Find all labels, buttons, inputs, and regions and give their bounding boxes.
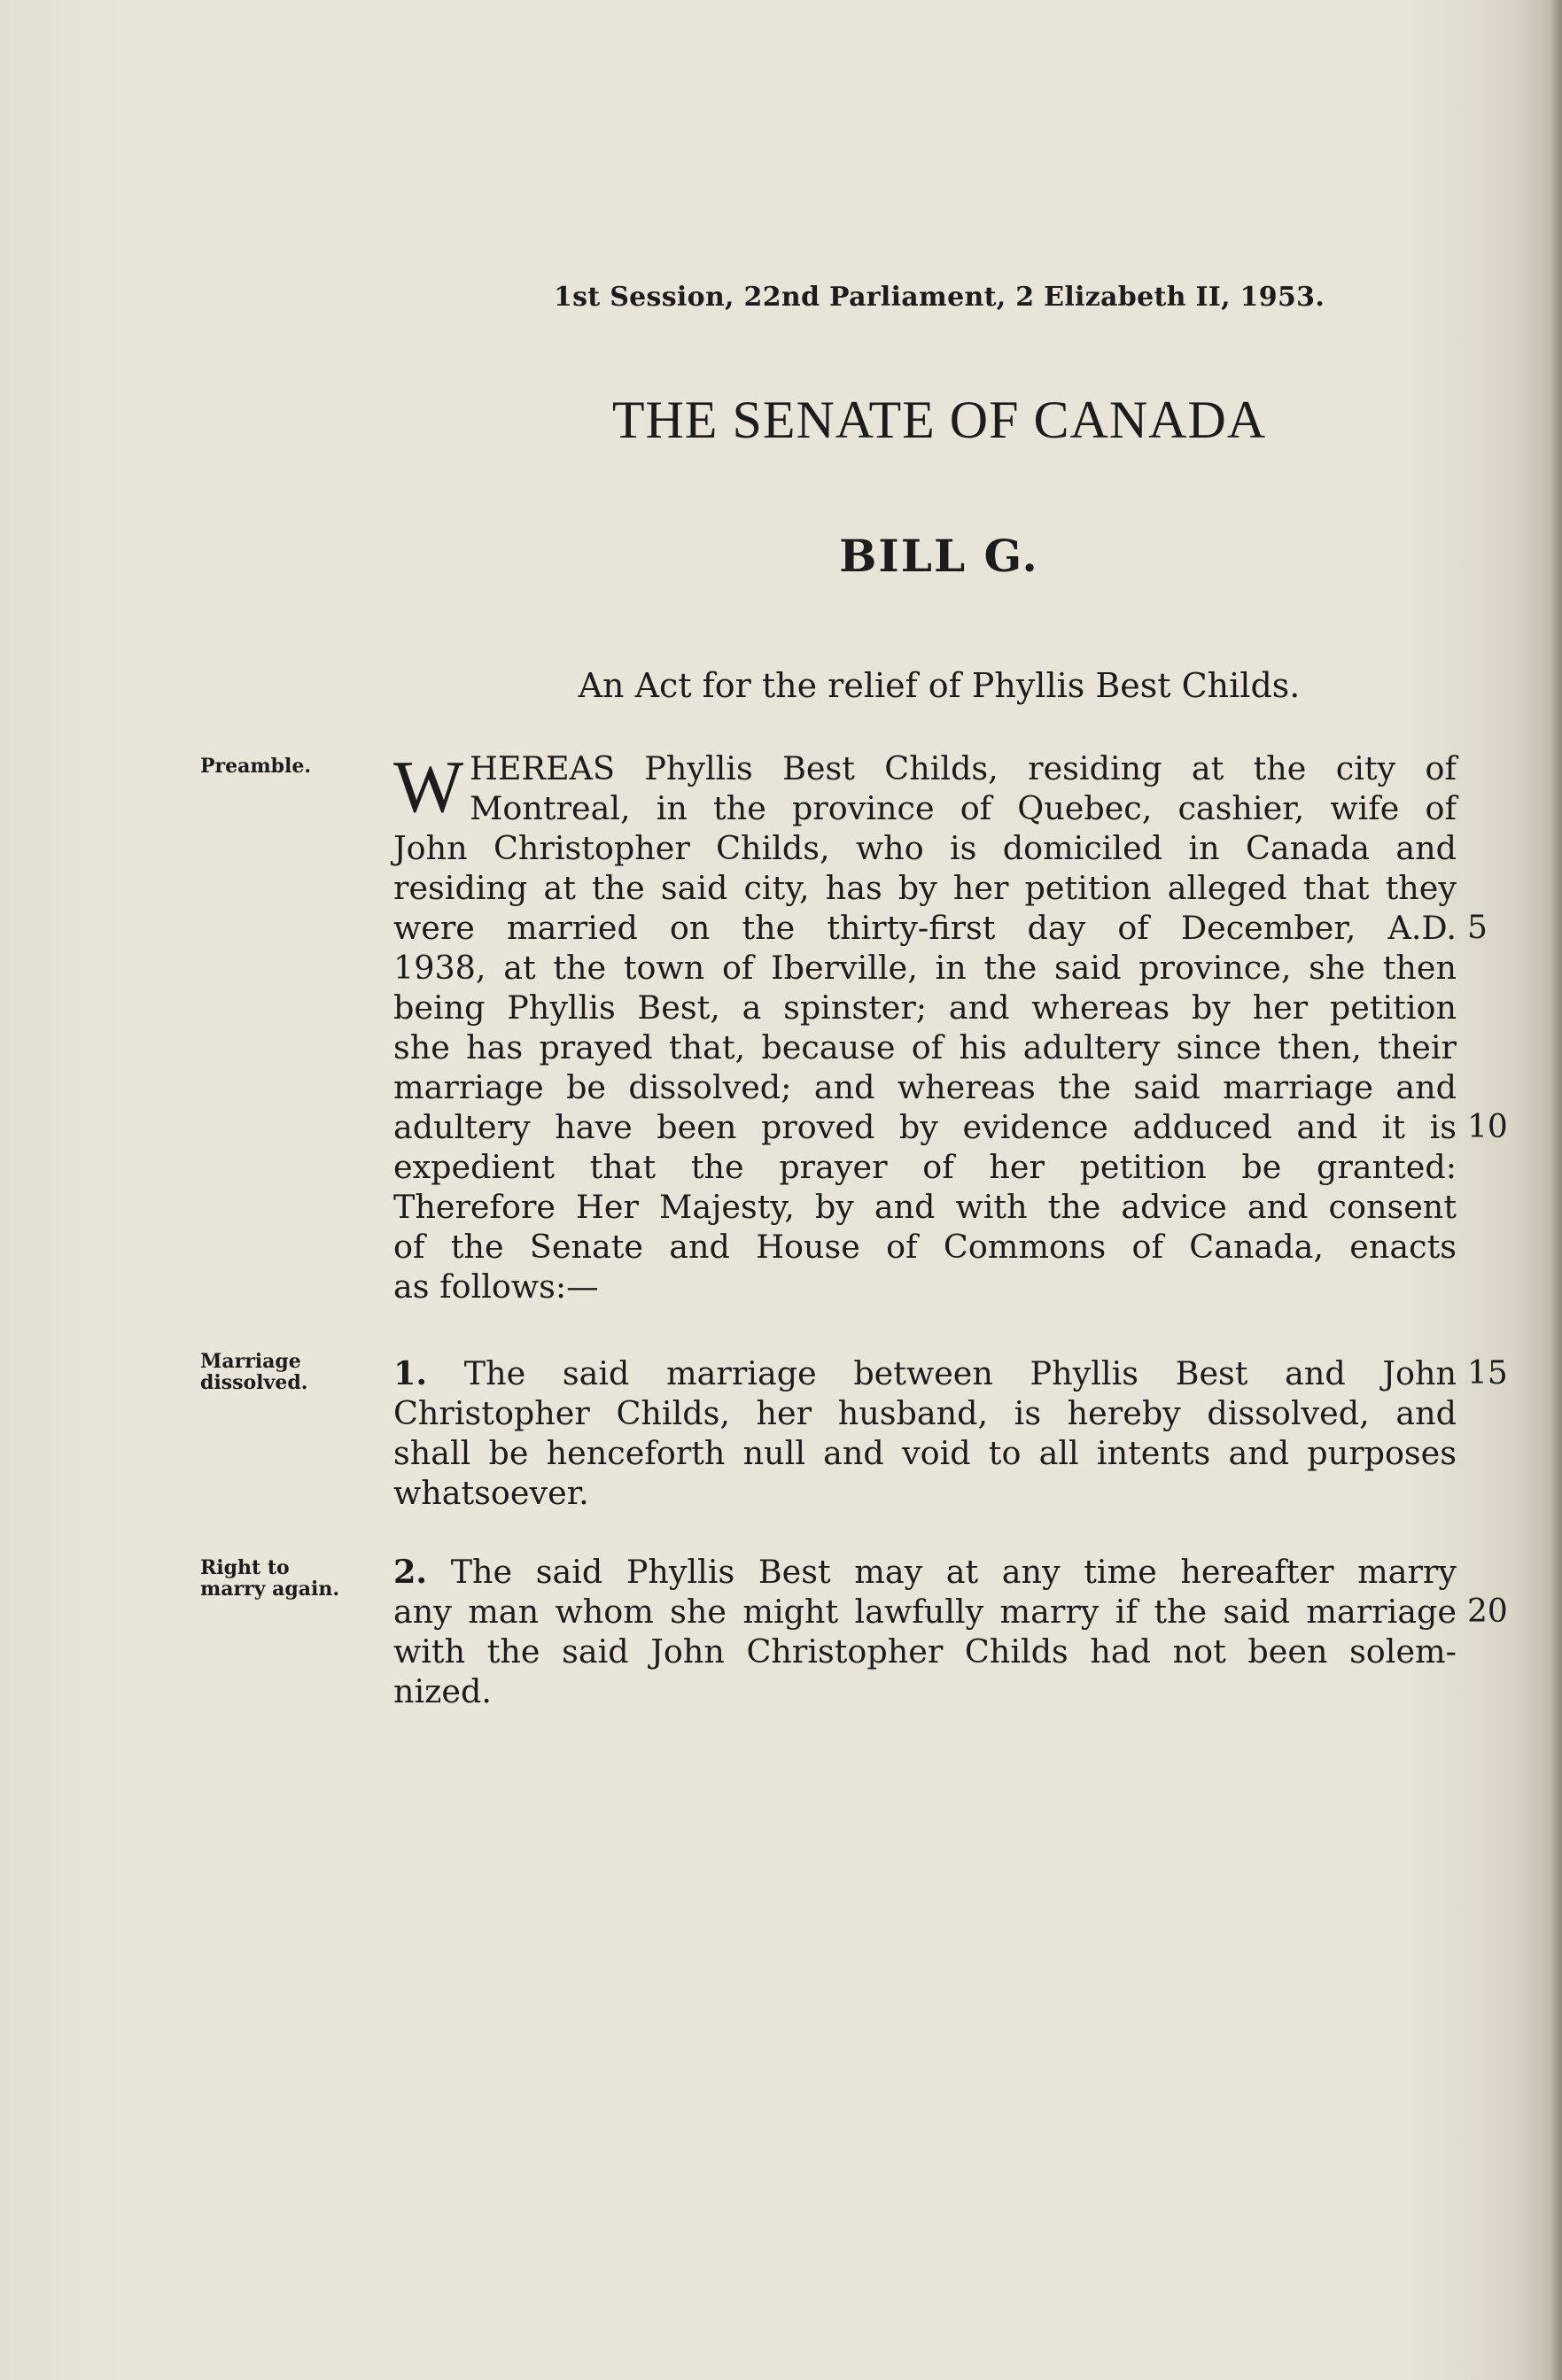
text-line: of the Senate and House of Commons of Canada, enacts — [393, 1228, 1457, 1266]
text-line: HEREAS Phyllis Best Childs, residing at the city of — [470, 749, 1457, 787]
text-line: being Phyllis Best, a spinster; and whereas by her petition — [393, 988, 1457, 1027]
text-line: 1938, at the town of Iberville, in the said province, she then — [393, 949, 1457, 987]
text-line: Therefore Her Majesty, by and with the advice and consent — [393, 1188, 1457, 1226]
text-line: any man whom she might lawfully marry if the said marriage 20 — [393, 1592, 1457, 1632]
text-line: expedient that the prayer of her petition be granted: — [393, 1148, 1457, 1186]
margin-note-marriage-dissolved — [200, 1351, 377, 1393]
margin-note-preamble-text: Preamble. — [200, 755, 312, 778]
line-number: 20 — [1467, 1593, 1508, 1630]
text-line: Montreal, in the province of Quebec, cashier, wife of — [470, 789, 1457, 827]
section-number: 2. — [393, 1553, 428, 1591]
text-line: Christopher Childs, her husband, is hereby dissolved, and — [393, 1394, 1457, 1432]
section-1-paragraph — [393, 1353, 1508, 1513]
drop-cap-letter: W — [393, 746, 464, 828]
act-title: An Act for the relief of Phyllis Best Childs. — [578, 666, 1301, 705]
margin-note-line: marry again. — [200, 1578, 340, 1601]
line-number: 15 — [1467, 1355, 1508, 1392]
text-line: as follows:— — [393, 1268, 599, 1306]
text-line: she has prayed that, because of his adultery since then, their — [393, 1028, 1457, 1066]
preamble-paragraph — [393, 746, 1508, 1306]
text-line: nized. — [393, 1672, 492, 1710]
page-edge-shadow — [1550, 0, 1562, 2380]
margin-note-line: Marriage — [200, 1350, 301, 1373]
margin-note-line: dissolved. — [200, 1371, 308, 1394]
line-number: 10 — [1467, 1109, 1508, 1145]
text-line: shall be henceforth null and void to all intents and purposes — [393, 1434, 1457, 1472]
text-line: with the said John Christopher Childs had not been solem- — [393, 1632, 1457, 1671]
senate-heading: THE SENATE OF CANADA — [611, 391, 1267, 449]
text-line: marriage be dissolved; and whereas the said marriage and — [393, 1068, 1457, 1106]
line-number: 5 — [1467, 910, 1488, 946]
text-line: whatsoever. — [393, 1474, 589, 1512]
margin-note-right-to-marry — [200, 1557, 377, 1600]
margin-note-line: Right to — [200, 1556, 290, 1579]
text-line: 2. The said Phyllis Best may at any time hereafter marry — [393, 1553, 1457, 1591]
margin-note-preamble — [200, 756, 377, 777]
text-line: adultery have been proved by evidence adduced and it is 10 — [393, 1107, 1457, 1147]
session-heading: 1st Session, 22nd Parliament, 2 Elizabeth II, 1953. — [553, 282, 1325, 313]
text-line: 1. The said marriage between Phyllis Best and John 15 — [393, 1353, 1457, 1393]
section-number: 1. — [393, 1354, 428, 1392]
section-2-paragraph — [393, 1552, 1508, 1711]
text-line: John Christopher Childs, who is domiciled in Canada and — [393, 829, 1457, 867]
text-line: were married on the thirty-first day of December, A.D. 5 — [393, 908, 1457, 948]
bill-title: BILL G. — [839, 530, 1039, 582]
text-line: residing at the said city, has by her petition alleged that they — [393, 869, 1457, 907]
